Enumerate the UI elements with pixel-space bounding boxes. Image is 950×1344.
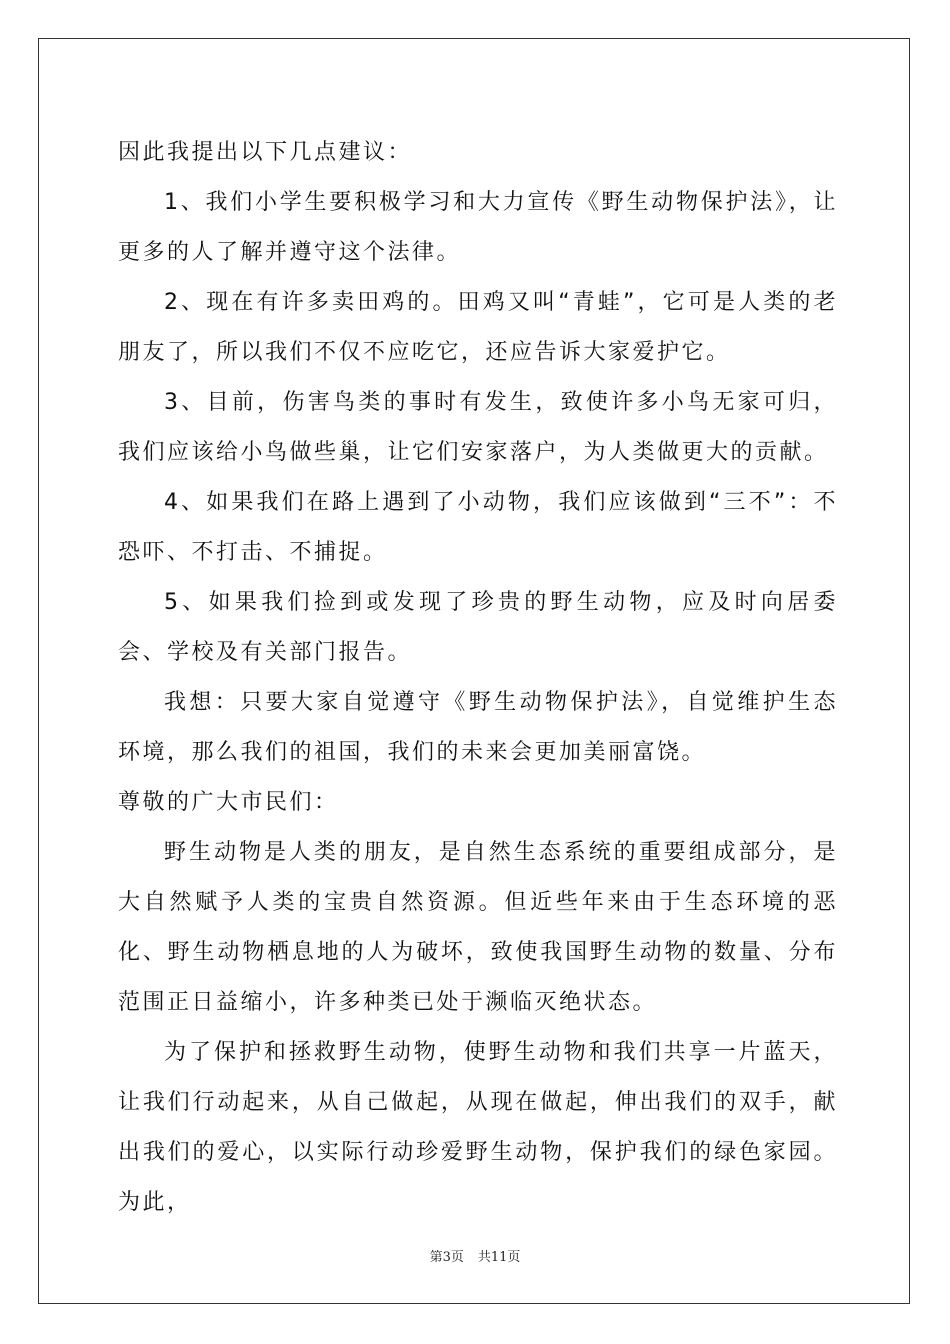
paragraph-wildlife-intro: 野生动物是人类的朋友，是自然生态系统的重要组成部分，是大自然赋予人类的宝贵自然资源。但近些年来由于生态环境的恶化、野生动物栖息地的人为破坏，致使我国野生动物的数量、分布范围正日益缩小，许多种类已处于濒临灭绝状态。 xyxy=(118,840,838,1015)
page-number: 第3页 xyxy=(429,1250,464,1265)
page-footer xyxy=(0,1246,950,1265)
paragraph-suggestion-4: 4、如果我们在路上遇到了小动物，我们应该做到“三不”：不恐吓、不打击、不捕捉。 xyxy=(118,490,838,565)
paragraph-suggestion-2: 2、现在有许多卖田鸡的。田鸡又叫“青蛙”，它可是人类的老朋友了，所以我们不仅不应吃它，还应告诉大家爱护它。 xyxy=(118,290,838,365)
document-body xyxy=(118,128,838,1228)
paragraph-call-to-action: 为了保护和拯救野生动物，使野生动物和我们共享一片蓝天，让我们行动起来，从自己做起，从现在做起，伸出我们的双手，献出我们的爱心，以实际行动珍爱野生动物，保护我们的绿色家园。为此， xyxy=(118,1040,838,1215)
paragraph-intro: 因此我提出以下几点建议： xyxy=(118,140,413,165)
paragraph-suggestion-5: 5、如果我们捡到或发现了珍贵的野生动物，应及时向居委会、学校及有关部门报告。 xyxy=(118,590,838,665)
paragraph-salutation: 尊敬的广大市民们： xyxy=(118,790,339,815)
page-total: 共11页 xyxy=(477,1250,521,1265)
paragraph-suggestion-3: 3、目前，伤害鸟类的事时有发生，致使许多小鸟无家可归，我们应该给小鸟做些巢，让它们安家落户，为人类做更大的贡献。 xyxy=(118,390,838,465)
paragraph-conclusion: 我想：只要大家自觉遵守《野生动物保护法》，自觉维护生态环境，那么我们的祖国，我们的未来会更加美丽富饶。 xyxy=(118,690,838,765)
paragraph-suggestion-1: 1、我们小学生要积极学习和大力宣传《野生动物保护法》，让更多的人了解并遵守这个法律。 xyxy=(118,190,838,265)
